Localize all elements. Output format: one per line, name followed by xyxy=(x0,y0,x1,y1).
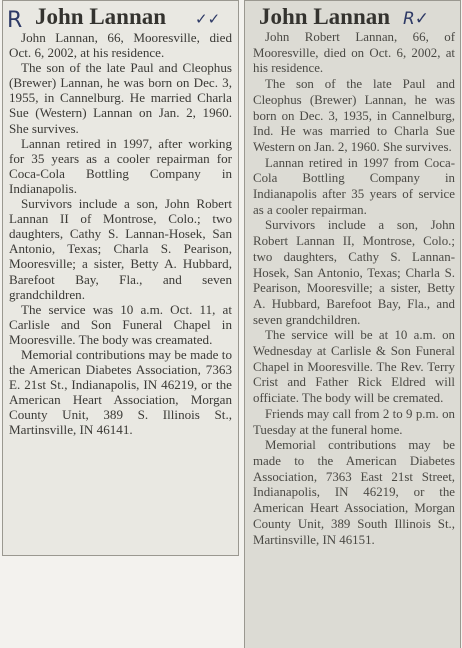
obituary-paragraph: Survivors include a son, John Robert Lannan II, Montrose, Colo.; two daughters, Cathy S. Lannan-Hosek, San Antonio, Texas; Charla S. Pearison, Mooresville; a sister, Betty A. Hubbard, Barefoot Bay, Fla., and seven grandchildren. xyxy=(253,218,455,327)
obituary-paragraph: Friends may call from 2 to 9 p.m. on Tuesday at the funeral home. xyxy=(253,406,455,437)
obituary-paragraph: The son of the late Paul and Cleophus (Brewer) Lannan, he was born on Dec. 3, 1955, in Cannelburg. He married Charla Sue (Western) Lannan on Jan. 2, 1960. She survives. xyxy=(9,60,232,136)
obituary-paragraph: John Lannan, 66, Mooresville, died Oct. 6, 2002, at his residence. xyxy=(9,30,232,61)
obituary-heading-right xyxy=(253,4,455,30)
obituary-clipping-right xyxy=(244,0,461,648)
obituary-body-left xyxy=(9,30,232,438)
obituary-paragraph: The service will be at 10 a.m. on Wednesday at Carlisle & Son Funeral Chapel in Mooresville. The Rev. Terry Crist and Father Rick Eldred will officiate. The body will be cremated. xyxy=(253,328,455,406)
obituary-heading-left xyxy=(7,4,232,33)
obituary-paragraph: Lannan retired in 1997 from Coca-Cola Bottling Company in Indianapolis after 35 years of service as a cooler repairman. xyxy=(253,155,455,217)
deceased-name: John Lannan xyxy=(35,4,167,29)
obituary-paragraph: Lannan retired in 1997, after working for 35 years as a cooler repairman for Coca-Cola Bottling Company in Indianapolis. xyxy=(9,135,232,196)
handwritten-r-mark: R xyxy=(7,8,23,33)
obituary-paragraph: John Robert Lannan, 66, of Mooresville, died on Oct. 6, 2002, at his residence. xyxy=(253,30,455,76)
handwritten-check-mark: R✓ xyxy=(403,9,430,29)
obituary-paragraph: Survivors include a son, John Robert Lannan II of Montrose, Colo.; two daughters, Cathy S. Lannan-Hosek, San Antonio, Texas; Charla S. Pearison, Mooresville; a sister, Betty A. Hubbard, Barefoot Bay, Fla., and seven grandchildren. xyxy=(9,196,232,302)
obituary-paragraph: Memorial contributions may be made to the American Diabetes Association, 7363 E. 21st St., Indianapolis, IN 46219, or the American Heart Association, Morgan County Unit, 389 S. Illinois St., Martinsville, IN 46141. xyxy=(9,346,232,438)
deceased-name: John Lannan xyxy=(259,4,391,29)
obituary-paragraph: The son of the late Paul and Cleophus (Brewer) Lannan, he was born on Dec. 3, 1935, in Cannelburg, Ind. He was married to Charla Sue Western on Jan. 2, 1960. She survives. xyxy=(253,77,455,154)
obituary-paragraph: Memorial contributions may be made to the American Diabetes Association, 7363 East 21st Street, Indianapolis, IN 46219, or the American Heart Association, Morgan County Unit, 389 South Illinois St., Martinsville, IN 46151. xyxy=(253,438,455,547)
obituary-clipping-left xyxy=(2,0,239,556)
obituary-paragraph: The service was 10 a.m. Oct. 11, at Carlisle and Son Funeral Chapel in Mooresville. The body was creamated. xyxy=(9,301,232,347)
obituary-body-right xyxy=(253,30,455,548)
handwritten-check-mark: ✓✓ xyxy=(195,10,221,28)
